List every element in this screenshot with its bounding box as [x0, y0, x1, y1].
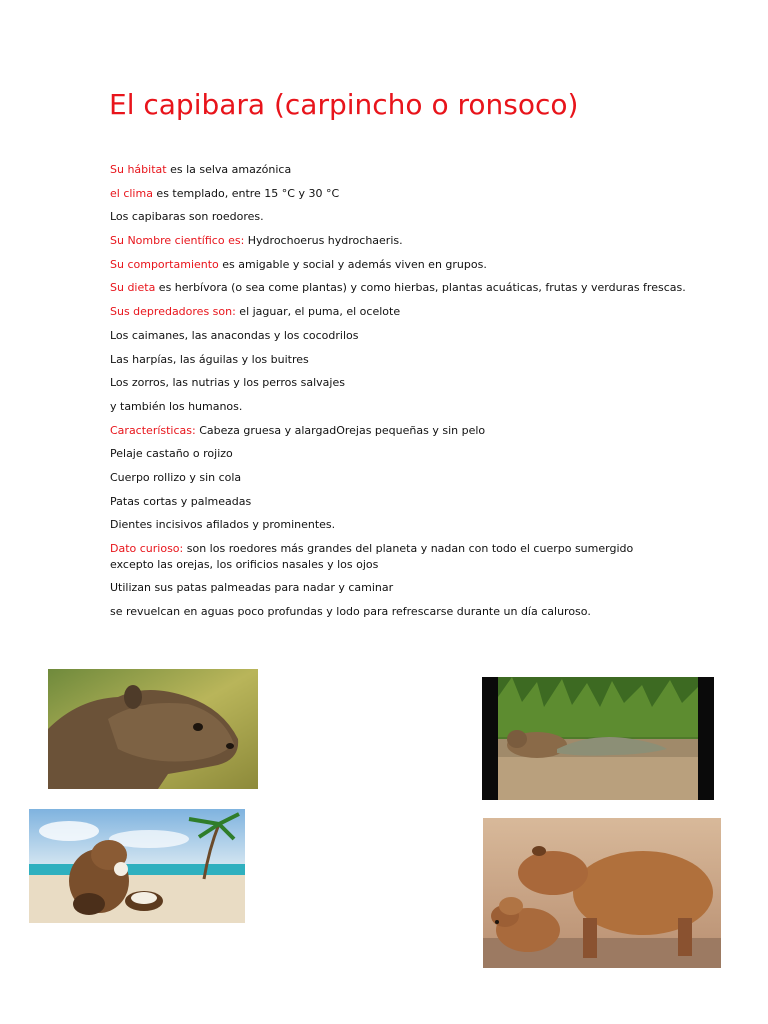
fact-line-diet — [110, 280, 686, 304]
fact-line-characteristics — [110, 423, 670, 447]
fact-text: Dientes incisivos afilados y prominentes. — [110, 518, 336, 532]
fact-label: Su Nombre científico es: — [110, 234, 245, 248]
fact-line-predators-2 — [110, 328, 670, 352]
fact-line-legs — [110, 494, 670, 518]
fact-line-habitat — [110, 162, 670, 186]
fact-text: Pelaje castaño o rojizo — [110, 447, 233, 461]
fact-line-scientific-name — [110, 233, 670, 257]
fact-line-predators — [110, 304, 670, 328]
fact-text: Las harpías, las águilas y los buitres — [110, 352, 309, 366]
fact-label: Dato curioso: — [110, 542, 184, 555]
fact-text: Hydrochoerus hydrochaeris. — [244, 234, 403, 248]
fact-text: es templado, entre 15 °C y 30 °C — [152, 186, 340, 200]
fact-text: Cuerpo rollizo y sin cola — [110, 470, 242, 484]
fact-line-climate — [110, 186, 670, 210]
page-title: El capibara (carpincho o ronsoco) — [109, 88, 579, 121]
fact-line-fun-fact — [110, 541, 670, 580]
fact-text: el jaguar, el puma, el ocelote — [235, 305, 401, 319]
capybara-family-photo — [483, 818, 721, 968]
capybara-head-icon — [48, 669, 258, 789]
fact-label: el clima — [110, 186, 153, 200]
fact-line-fur — [110, 446, 670, 470]
fact-label: Su comportamiento — [110, 257, 219, 271]
capybara-crocodile-photo — [482, 677, 714, 800]
capybara-family-icon — [483, 818, 721, 968]
fact-line-body — [110, 470, 670, 494]
fact-line-predators-5 — [110, 399, 670, 423]
capybara-beach-icon — [29, 809, 245, 923]
fact-text: es herbívora (o sea come plantas) y como hierbas, plantas acuáticas, frutas y verduras frescas. — [155, 281, 686, 295]
fact-label: Características: — [110, 423, 196, 437]
capybara-beach-photo — [29, 809, 245, 923]
fact-label: Su dieta — [110, 281, 156, 295]
fact-line-behavior — [110, 257, 670, 281]
fact-text: Los caimanes, las anacondas y los cocodrilos — [110, 328, 359, 342]
fact-text: Utilizan sus patas palmeadas para nadar y caminar — [110, 581, 394, 594]
fact-list — [110, 162, 686, 627]
capybara-crocodile-icon — [482, 677, 714, 800]
fact-line-teeth — [110, 517, 670, 541]
fact-text: Cabeza gruesa y alargadOrejas pequeñas y sin pelo — [195, 423, 486, 437]
fact-text: y también los humanos. — [110, 399, 243, 413]
fact-text: Los capibaras son roedores. — [110, 210, 264, 224]
fact-text: Patas cortas y palmeadas — [110, 494, 252, 508]
fact-line-predators-4 — [110, 375, 670, 399]
capybara-head-photo — [48, 669, 258, 789]
fact-text: son los roedores más grandes del planeta y nadan con todo el cuerpo sumergido excepto las orejas, los orificios nasales y los ojos — [110, 542, 634, 571]
fact-label: Su hábitat — [110, 163, 167, 176]
fact-line-swimming — [110, 580, 670, 604]
fact-line-predators-3 — [110, 352, 670, 376]
fact-line-mud — [110, 604, 670, 628]
fact-line-rodents — [110, 209, 670, 233]
fact-label: Sus depredadores son: — [110, 305, 236, 319]
fact-text: Los zorros, las nutrias y los perros salvajes — [110, 376, 345, 390]
fact-text: es amigable y social y además viven en grupos. — [218, 257, 487, 271]
fact-text: se revuelcan en aguas poco profundas y lodo para refrescarse durante un día caluroso. — [110, 604, 591, 618]
fact-text: es la selva amazónica — [166, 163, 292, 176]
